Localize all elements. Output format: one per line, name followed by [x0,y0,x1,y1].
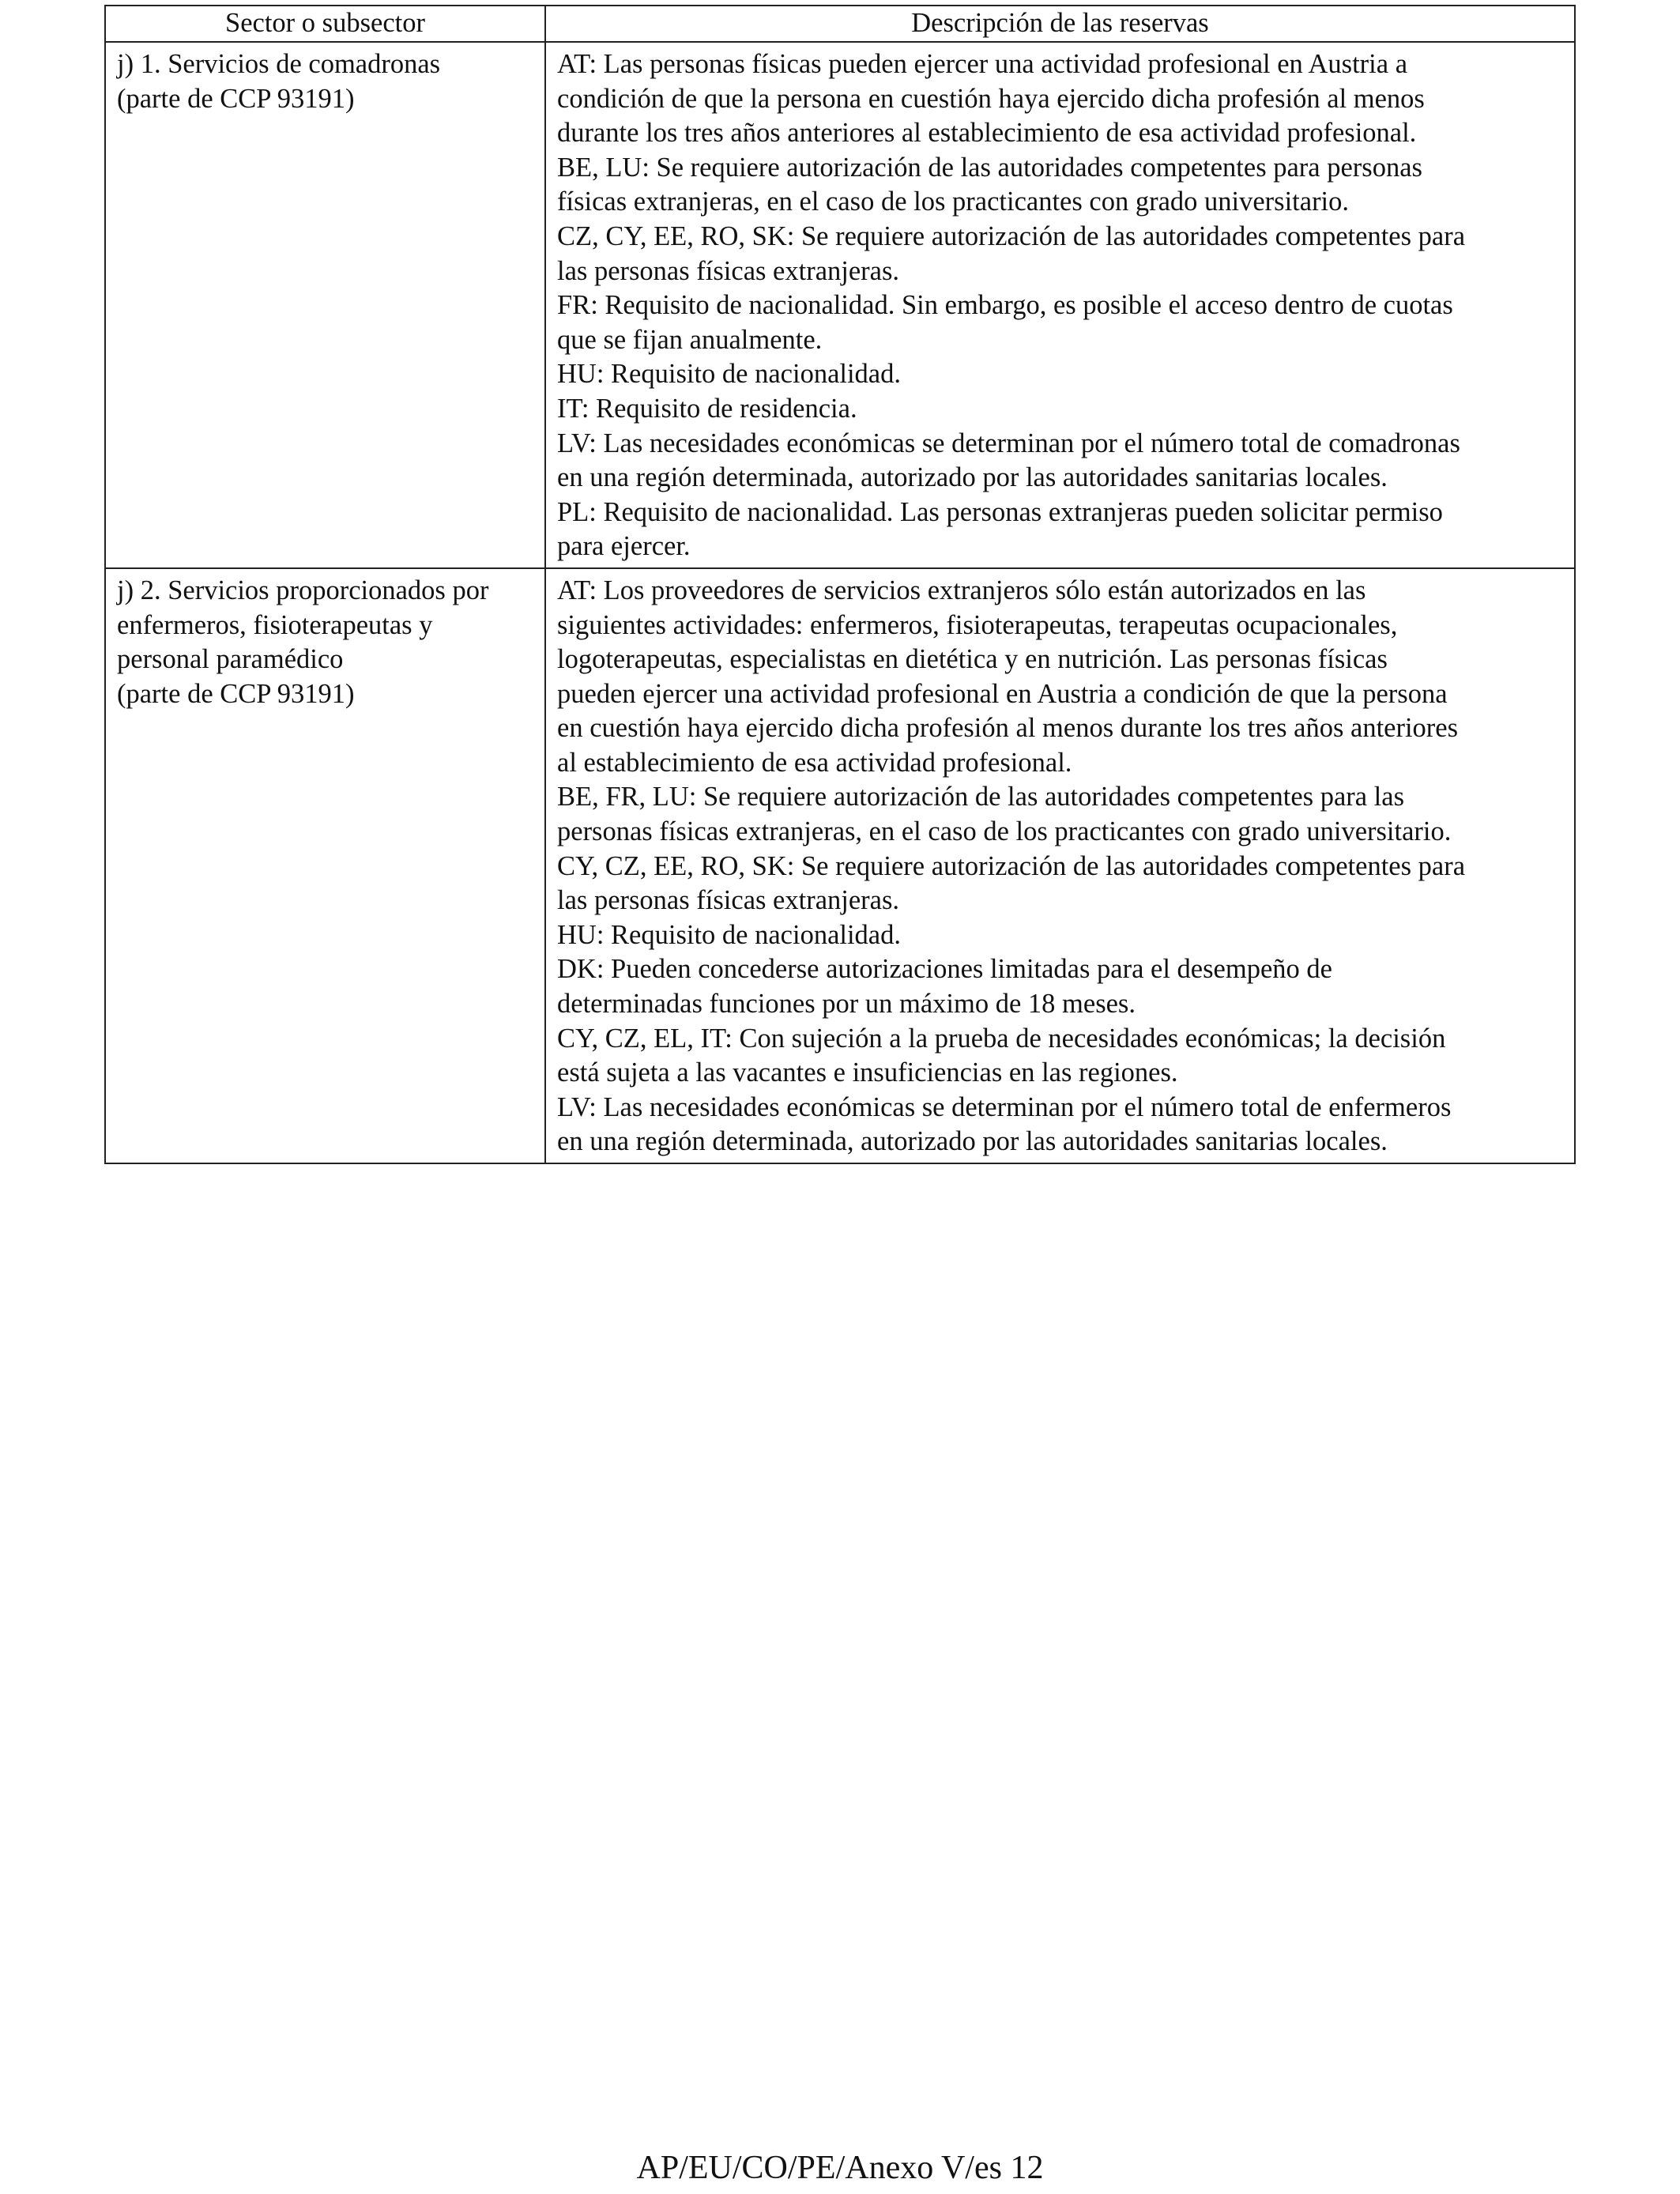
description-line: LV: Las necesidades económicas se determinan por el número total de comadronas [557,428,1460,458]
description-line: HU: Requisito de nacionalidad. [557,359,901,390]
description-line: en cuestión haya ejercido dicha profesión al menos durante los tres años anteriores [557,713,1459,744]
description-line: LV: Las necesidades económicas se determinan por el número total de enfermeros [557,1091,1452,1122]
table-header-row [105,6,1575,42]
description-line: BE, LU: Se requiere autorización de las autoridades competentes para personas [557,152,1422,183]
description-line: siguientes actividades: enfermeros, fisioterapeutas, terapeutas ocupacionales, [557,609,1398,640]
sector-line: personal paramédico [117,644,344,675]
header-sector: Sector o subsector [105,6,545,42]
description-line: logoterapeutas, especialistas en dietética y en nutrición. Las personas físicas [557,644,1388,675]
description-line: las personas físicas extranjeras. [557,255,900,286]
description-line: durante los tres años anteriores al establecimiento de esa actividad profesional. [557,118,1417,149]
description-line: pueden ejercer una actividad profesional en Austria a condición de que la persona [557,678,1448,709]
sector-line: j) 2. Servicios proporcionados por [117,575,489,605]
description-line: condición de que la persona en cuestión haya ejercido dicha profesión al menos [557,83,1425,114]
description-line: personas físicas extranjeras, en el caso de los practicantes con grado universitario. [557,816,1452,847]
header-description: Descripción de las reservas [545,6,1575,42]
table-row [105,568,1575,1163]
description-line: en una región determinada, autorizado por las autoridades sanitarias locales. [557,462,1388,493]
description-line: CY, CZ, EE, RO, SK: Se requiere autorización de las autoridades competentes para [557,850,1466,881]
description-line: que se fijan anualmente. [557,324,823,355]
sector-line: j) 1. Servicios de comadronas [117,49,441,79]
description-line: físicas extranjeras, en el caso de los practicantes con grado universitario. [557,187,1350,217]
table-row [105,42,1575,568]
description-line: determinadas funciones por un máximo de 18 meses. [557,989,1136,1020]
sector-line: (parte de CCP 93191) [117,83,355,114]
page-footer-reference: AP/EU/CO/PE/Anexo V/es 12 [636,2150,1044,2186]
description-line: CZ, CY, EE, RO, SK: Se requiere autorización de las autoridades competentes para [557,221,1466,251]
description-cell [545,568,1575,1163]
description-line: las personas físicas extranjeras. [557,885,900,916]
sector-cell [105,568,545,1163]
description-line: PL: Requisito de nacionalidad. Las personas extranjeras pueden solicitar permiso [557,496,1443,527]
description-line: para ejercer. [557,531,691,562]
description-line: AT: Las personas físicas pueden ejercer una actividad profesional en Austria a [557,49,1408,79]
description-line: HU: Requisito de nacionalidad. [557,919,901,950]
description-line: BE, FR, LU: Se requiere autorización de las autoridades competentes para las [557,782,1405,812]
sector-line: enfermeros, fisioterapeutas y [117,609,433,640]
description-line: IT: Requisito de residencia. [557,393,857,424]
description-line: FR: Requisito de nacionalidad. Sin embargo, es posible el acceso dentro de cuotas [557,290,1453,321]
description-cell [545,42,1575,568]
reservations-table [104,5,1576,1164]
sector-cell [105,42,545,568]
sector-line: (parte de CCP 93191) [117,678,355,709]
description-line: CY, CZ, EL, IT: Con sujeción a la prueba de necesidades económicas; la decisión [557,1023,1446,1054]
description-line: DK: Pueden concederse autorizaciones limitadas para el desempeño de [557,954,1332,985]
description-line: está sujeta a las vacantes e insuficiencias en las regiones. [557,1057,1178,1088]
description-line: AT: Los proveedores de servicios extranjeros sólo están autorizados en las [557,575,1366,605]
description-line: al establecimiento de esa actividad profesional. [557,747,1072,778]
description-line: en una región determinada, autorizado por las autoridades sanitarias locales. [557,1126,1388,1157]
